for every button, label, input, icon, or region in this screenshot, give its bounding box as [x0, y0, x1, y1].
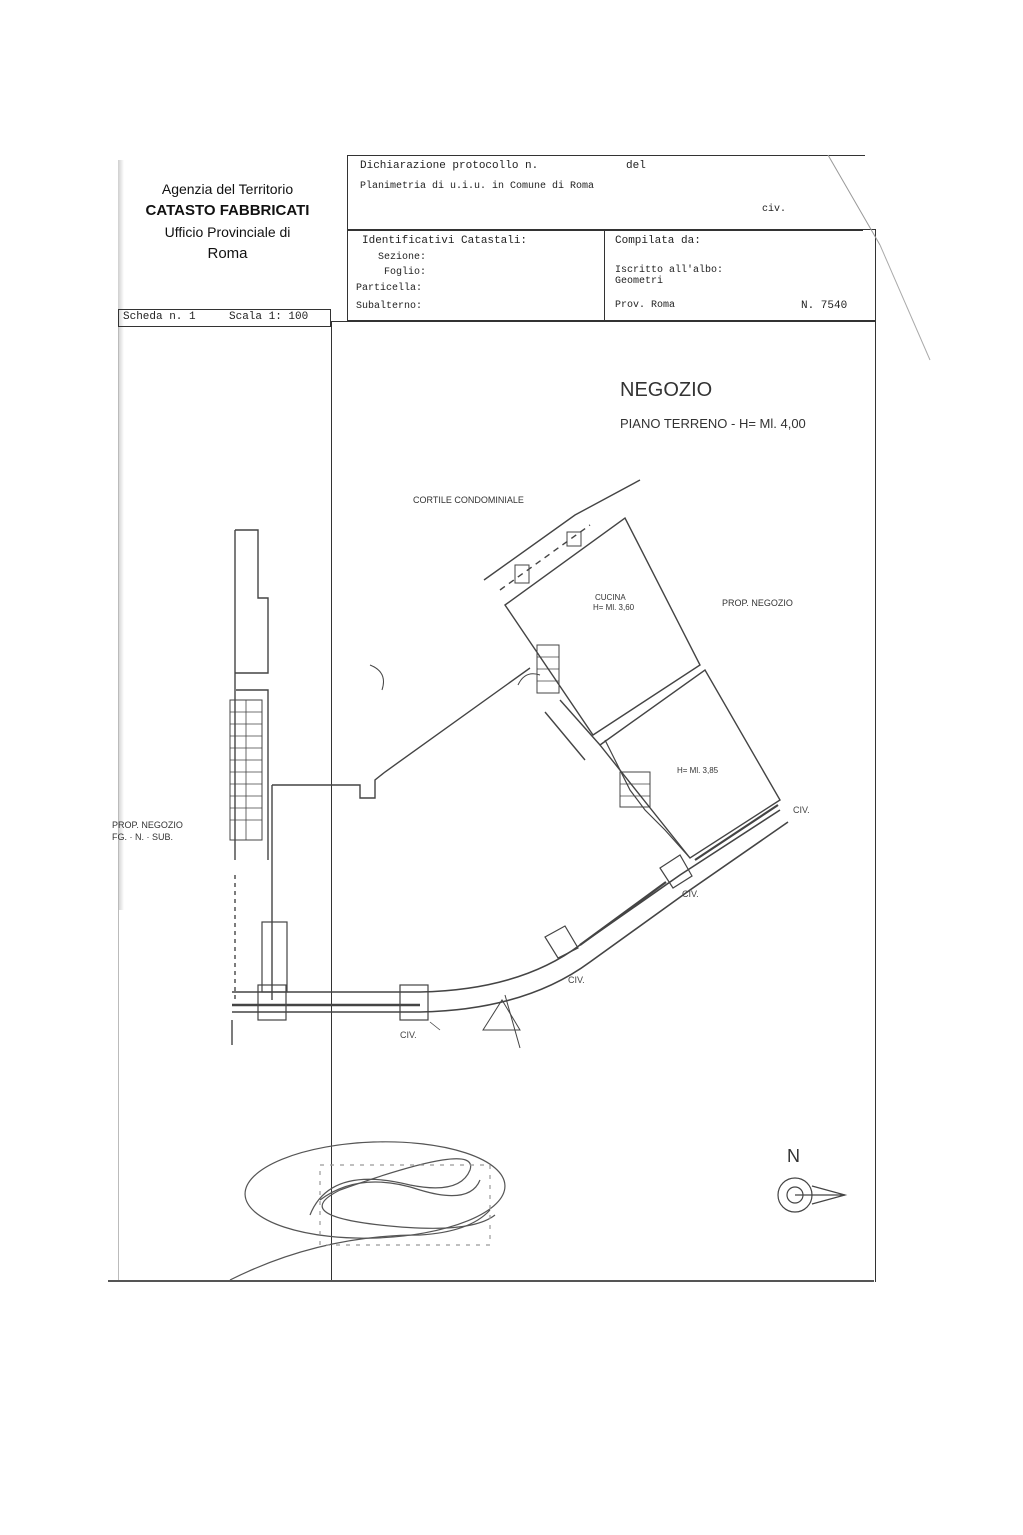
- civ-label: civ.: [762, 204, 787, 215]
- courtyard-label: CORTILE CONDOMINIALE: [413, 495, 524, 505]
- office-name: Ufficio Provinciale di: [164, 224, 291, 240]
- sheet-scale: Scala 1: 100: [229, 311, 309, 323]
- subalterno-label: Subalterno:: [356, 301, 423, 312]
- plan-title: NEGOZIO: [620, 379, 713, 401]
- office-city: Roma: [207, 245, 248, 262]
- sheet-number: Scheda n. 1: [123, 311, 196, 323]
- street-wall: [232, 810, 780, 992]
- room-height-label: H= Ml. 3,85: [677, 766, 719, 775]
- neighbor-right-label: PROP. NEGOZIO: [722, 598, 793, 608]
- foglio-label: Foglio:: [384, 267, 427, 278]
- plan-subtitle: PIANO TERRENO - H= Ml. 4,00: [620, 416, 806, 431]
- compiled-title: Compilata da:: [615, 235, 701, 247]
- sezione-label: Sezione:: [378, 252, 427, 263]
- back-room: [600, 670, 780, 858]
- civ-label-2: CIV.: [682, 889, 699, 899]
- neighbor-left-ref: FG. · N. · SUB.: [112, 832, 174, 842]
- agency-name: Agenzia del Territorio: [161, 181, 294, 197]
- left-boundary-wall: [235, 530, 268, 673]
- civ-label-4: CIV.: [400, 1030, 417, 1040]
- civ-label-3: CIV.: [568, 975, 585, 985]
- kitchen-room: [505, 518, 700, 735]
- civ-label-1: CIV.: [793, 805, 810, 815]
- neighbor-left-label: PROP. NEGOZIO: [112, 820, 183, 830]
- planimetry-label: Planimetria di u.i.u. in Comune di Roma: [360, 181, 595, 192]
- kitchen-height-label: H= Ml. 3,60: [593, 603, 635, 612]
- profession-label: Geometri: [615, 276, 664, 287]
- department-name: CATASTO FABBRICATI: [145, 202, 310, 219]
- province-label: Prov. Roma: [615, 300, 676, 311]
- registration-number: N. 7540: [801, 300, 848, 312]
- del-label: del: [626, 160, 646, 172]
- identifiers-title: Identificativi Catastali:: [362, 235, 528, 247]
- registered-label: Iscritto all'albo:: [615, 265, 724, 276]
- kitchen-label: CUCINA: [595, 593, 626, 602]
- shop-wall: [272, 668, 530, 798]
- signature-scribble: [230, 1137, 507, 1280]
- north-label: N: [787, 1146, 800, 1166]
- north-compass: [778, 1178, 845, 1212]
- particella-label: Particella:: [356, 283, 423, 294]
- protocol-label: Dichiarazione protocollo n.: [360, 160, 539, 172]
